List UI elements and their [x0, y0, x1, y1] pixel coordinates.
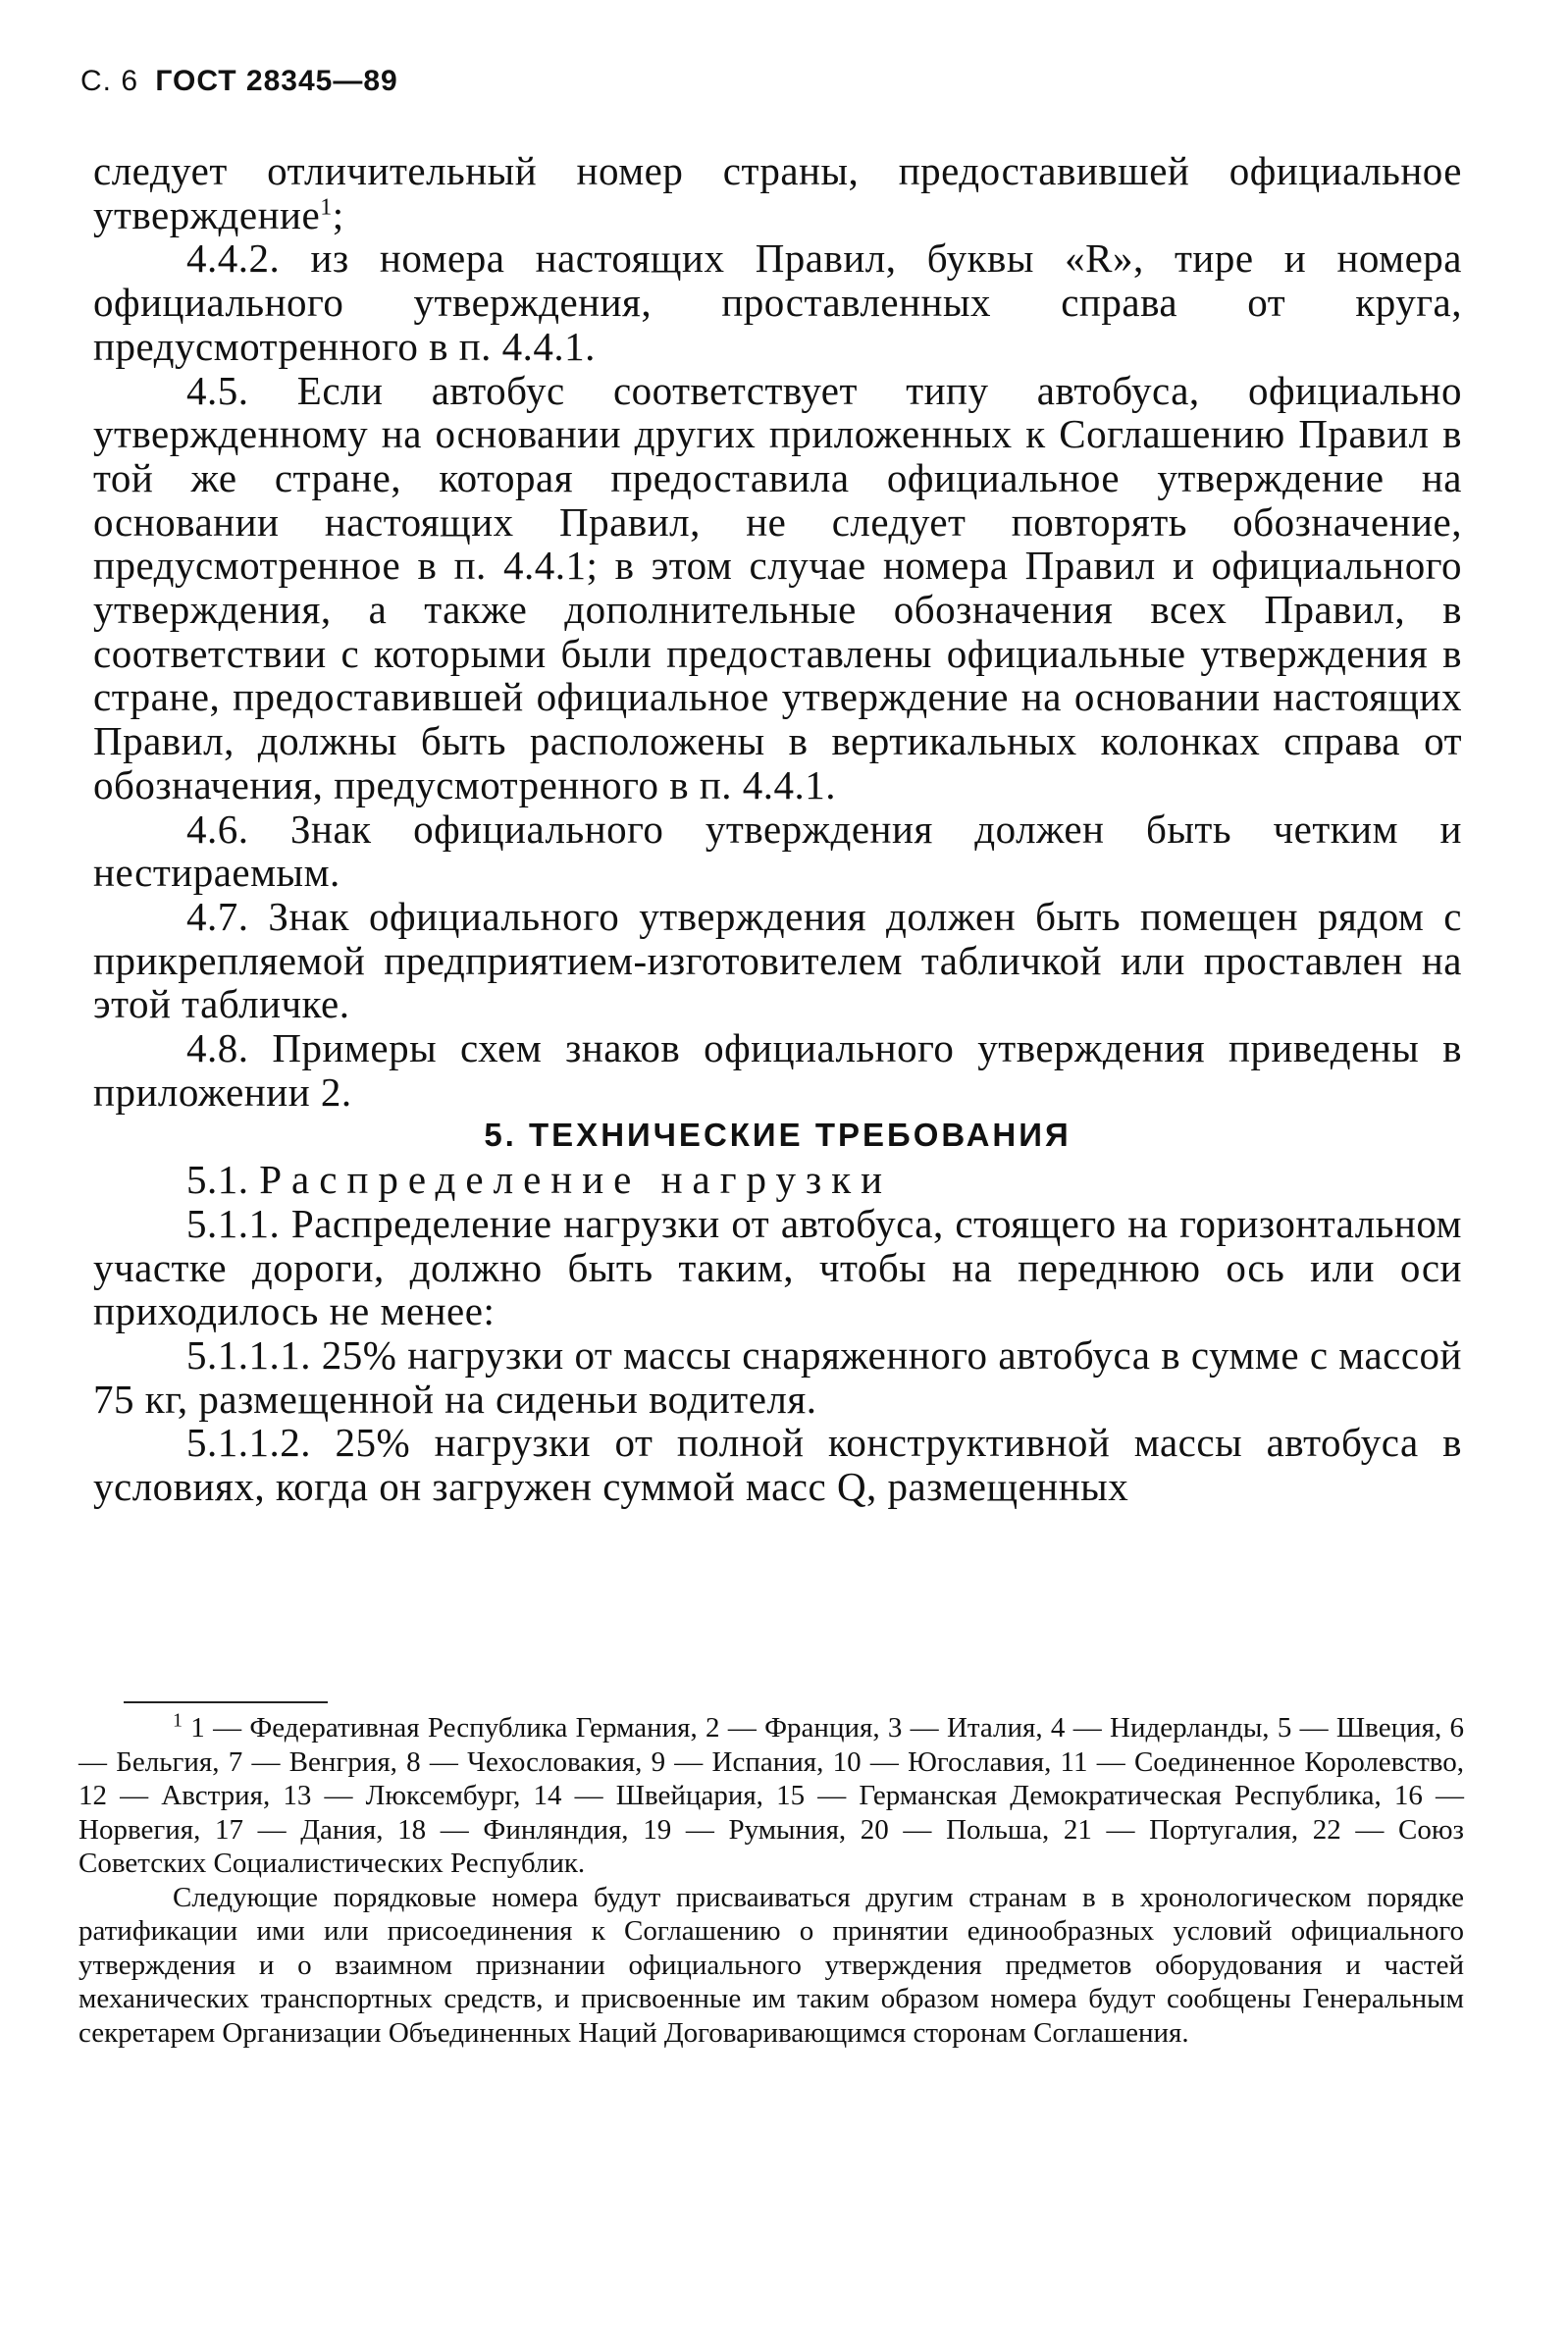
main-text [93, 149, 1462, 1509]
subsection-number: 5.1. [186, 1157, 249, 1203]
paragraph-5-1-1: 5.1.1. Распределение нагрузки от автобуса, стоящего на горизонтальном участке дороги, должно быть таким, чтобы на переднюю ось или оси приходилось не менее: [93, 1200, 1462, 1334]
page-number: С. 6 [80, 65, 139, 97]
subsection-title: Распределение нагрузки [259, 1157, 893, 1203]
paragraph-4-4-2: 4.4.2. из номера настоящих Правил, буквы «R», тире и номера официального утверждения, проставленных справа от круга, предусмотренного в п. 4.4.1. [93, 235, 1462, 369]
section-title: 5. ТЕХНИЧЕСКИЕ ТРЕБОВАНИЯ [484, 1117, 1071, 1154]
paragraph-4-5: 4.5. Если автобус соответствует типу автобуса, официально утвержденному на основании других приложенных к Соглашению Правил в той же стране, которая предоставила официальное утверждение на основании настоящих Правил, не следует повторять обозначение, предусмотренное в п. 4.4.1; в этом случае номера Правил и официального утверждения, а также дополнительные обозначения всех Правил, в соответствии с которыми были предоставлены официальные утверждения в стране, предоставившей официальное утверждение на основании настоящих Правил, должны быть расположены в вертикальных колонках справа от обозначения, предусмотренного в п. 4.4.1. [93, 367, 1462, 807]
footnote-note: Следующие порядковые номера будут присваиваться другим странам в в хронологическом порядке ратификации ими или присоединения к Соглашению о принятии единообразных условий официального утверждения и о взаимном признании официального утверждения предметов оборудования и частей механических транспортных средств, и присвоенные им таким образом номера будут сообщены Генеральным секретарем Организации Объединенных Наций Договаривающимся сторонам Соглашения. [78, 1881, 1464, 2049]
footnote-reference: 1 [320, 194, 333, 221]
paragraph-5-1-1-1: 5.1.1.1. 25% нагрузки от массы снаряженного автобуса в сумме с массой 75 кг, размещенной на сиденьи водителя. [93, 1331, 1462, 1422]
subsection-heading [93, 1158, 1462, 1202]
paragraph-4-7: 4.7. Знак официального утверждения должен быть помещен рядом с прикрепляемой предприятием-изготовителем табличкой или проставлен на этой табличке. [93, 893, 1462, 1027]
paragraph-4-6: 4.6. Знак официального утверждения должен быть четким и нестираемым. [93, 806, 1462, 896]
footnote-divider [124, 1701, 328, 1703]
document-code: ГОСТ 28345—89 [155, 65, 398, 97]
footnote-countries: $^1$ 1 — Федеративная Республика Германия, 2 — Франция, 3 — Италия, 4 — Нидерланды, 5 — Швеция, 6 — Бельгия, 7 — Венгрия, 8 — Чехословакия, 9 — Испания, 10 — Югославия, 11 — Соединенное Королевство, 12 — Австрия, 13 — Люксембург, 14 — Швейцария, 15 — Германская Демократическая Республика, 16 — Норвегия, 17 — Дания, 18 — Финляндия, 19 — Румыния, 20 — Польша, 21 — Португалия, 22 — Союз Советских Социалистических Республик. [78, 1709, 1464, 1879]
footnote-mark: 1 [173, 1709, 183, 1732]
paragraph-4-8: 4.8. Примеры схем знаков официального утверждения приведены в приложении 2. [93, 1025, 1462, 1115]
paragraph-5-1-1-2: 5.1.1.2. 25% нагрузки от полной конструктивной массы автобуса в условиях, когда он загружен суммой масс Q, размещенных [93, 1420, 1462, 1510]
page-header [80, 65, 398, 98]
footnotes [78, 1711, 1464, 2050]
paragraph-continuation: следует отличительный номер страны, предоставившей официальное утверждение$^1$; [93, 148, 1462, 237]
